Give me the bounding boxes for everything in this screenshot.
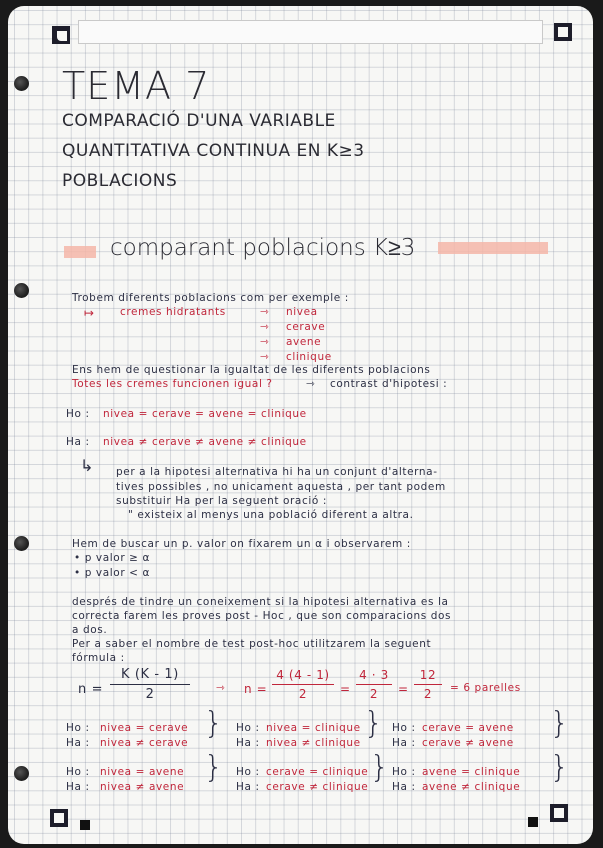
subtitle-line-1: COMPARACIÓ D'UNA VARIABLE [62, 111, 336, 131]
corner-marker-icon [550, 804, 568, 822]
note-quote: " existeix al menys una població diferent a altra. [128, 509, 414, 521]
contrast-text: contrast d'hipotesi : [330, 378, 448, 390]
binder-hole-icon [14, 536, 29, 551]
ha-label: Ha : [66, 436, 90, 448]
pair-4-ha: nivea ≠ avene [100, 781, 185, 793]
pair-5-h0: cerave = clinique [266, 766, 369, 778]
binder-hole-icon [14, 766, 29, 781]
pair-ha-label: Ha : [66, 737, 90, 749]
note-arrow-icon: ↳ [80, 456, 95, 475]
pair-h0-label: Ho : [66, 722, 90, 734]
subtitle-line-2: QUANTITATIVA CONTINUA EN K≥3 [62, 141, 365, 161]
note-line-3: substituir Ha per la seguent oració : [116, 495, 327, 507]
posthoc-line-3: a dos. [72, 624, 108, 636]
pair-h0-label: Ho : [236, 766, 260, 778]
highlight-left [64, 246, 96, 258]
highlight-right [438, 242, 548, 254]
note-line-2: tives possibles , no unicament aquesta , per tant podem [116, 481, 446, 493]
formula-equals: = [340, 682, 351, 696]
brand-item: avene [286, 336, 322, 348]
pair-ha-label: Ha : [392, 737, 416, 749]
page-title: TEMA 7 [62, 64, 211, 108]
pair-6-ha: avene ≠ clinique [422, 781, 521, 793]
h0-expression: nivea = cerave = avene = clinique [103, 408, 307, 420]
brace-icon: } [550, 750, 570, 785]
brace-icon: } [370, 750, 390, 785]
pair-2-ha: nivea ≠ clinique [266, 737, 361, 749]
pvalue-item-1: • p valor ≥ α [74, 552, 151, 564]
pair-1-h0: nivea = cerave [100, 722, 189, 734]
pair-2-h0: nivea = clinique [266, 722, 361, 734]
notebook-page [8, 6, 593, 844]
brace-icon: } [204, 706, 224, 741]
header-strip [78, 20, 543, 44]
posthoc-line-2: correcta farem les proves post - Hoc , que son comparacions dos [72, 610, 452, 622]
formula-n-equals: n = [78, 682, 104, 697]
pair-5-ha: cerave ≠ clinique [266, 781, 369, 793]
note-line-1: per a la hipotesi alternativa hi ha un conjunt d'alterna- [116, 466, 438, 478]
binder-hole-icon [14, 283, 29, 298]
brace-icon: } [550, 706, 570, 741]
formula-fraction-2: 4 (4 - 1) 2 [272, 668, 334, 701]
pair-4-h0: nivea = avene [100, 766, 185, 778]
pair-ha-label: Ha : [236, 781, 260, 793]
question-line: Ens hem de questionar la igualtat de les diferents poblacions [72, 364, 431, 376]
pvalue-item-2: • p valor < α [74, 567, 151, 579]
posthoc-line-1: després de tindre un coneixement si la hipotesi alternativa es la [72, 596, 449, 608]
h0-label: Ho : [66, 408, 90, 420]
pair-3-ha: cerave ≠ avene [422, 737, 514, 749]
formula-numerator: K (K - 1) [121, 667, 179, 682]
corner-marker-icon [554, 23, 572, 41]
brand-item: clinique [286, 351, 332, 363]
pair-ha-label: Ha : [392, 781, 416, 793]
brace-icon: } [204, 750, 224, 785]
contrast-arrow-icon: ⇾ [306, 378, 316, 390]
pvalue-intro: Hem de buscar un p. valor on fixarem un α i observarem : [72, 538, 411, 550]
pair-3-h0: cerave = avene [422, 722, 514, 734]
question-red: Totes les cremes funcionen igual ? [72, 378, 273, 390]
intro-text: Trobem diferents poblacions com per exemple : [72, 292, 349, 304]
square-marker-icon [528, 817, 538, 827]
example-product: cremes hidratants [120, 306, 226, 318]
brand-arrow-icon: ⇾ [260, 306, 270, 318]
pair-1-ha: nivea ≠ cerave [100, 737, 189, 749]
square-marker-icon [80, 820, 90, 830]
formula-n-equals-2: n = [244, 682, 268, 696]
formula-intro-1: Per a saber el nombre de test post-hoc utilitzarem la seguent [72, 638, 432, 650]
example-arrow-icon: ↦ [84, 306, 95, 320]
pair-h0-label: Ho : [392, 722, 416, 734]
brand-item: nivea [286, 306, 318, 318]
subtitle-line-3: POBLACIONS [62, 171, 178, 191]
pair-ha-label: Ha : [236, 737, 260, 749]
formula-fraction [110, 667, 190, 702]
corner-marker-icon [52, 26, 70, 44]
pair-h0-label: Ho : [66, 766, 90, 778]
pair-6-h0: avene = clinique [422, 766, 521, 778]
formula-result: = 6 parelles [450, 682, 521, 694]
formula-intro-2: fórmula : [72, 652, 125, 664]
pair-ha-label: Ha : [66, 781, 90, 793]
corner-marker-icon [50, 809, 68, 827]
pair-h0-label: Ho : [236, 722, 260, 734]
brand-arrow-icon: ⇾ [260, 351, 270, 363]
brace-icon: } [364, 706, 384, 741]
section-heading: comparant poblacions K≥3 [110, 235, 416, 261]
binder-hole-icon [14, 76, 29, 91]
formula-arrow-icon: ⇾ [216, 682, 226, 694]
pair-h0-label: Ho : [392, 766, 416, 778]
formula-equals-2: = [398, 682, 409, 696]
brand-arrow-icon: ⇾ [260, 336, 270, 348]
formula-fraction-3: 4 · 3 2 [356, 668, 392, 701]
formula-denominator: 2 [145, 687, 155, 702]
formula-fraction-4: 12 2 [414, 668, 442, 701]
ha-expression: nivea ≠ cerave ≠ avene ≠ clinique [103, 436, 307, 448]
brand-item: cerave [286, 321, 326, 333]
brand-arrow-icon: ⇾ [260, 321, 270, 333]
